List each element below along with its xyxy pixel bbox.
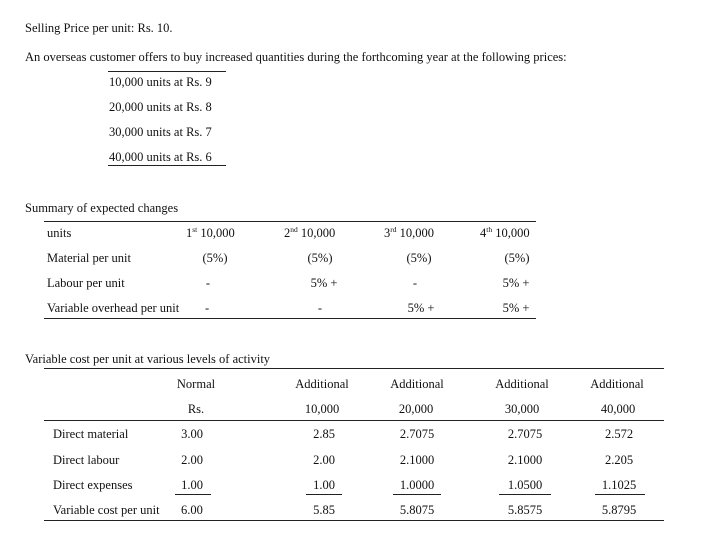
variable-cost-total-label: Variable cost per unit: [53, 503, 160, 517]
offer-price-item: 30,000 units at Rs. 7: [109, 125, 212, 139]
variable-cost-unit-header: Rs.: [187, 402, 205, 416]
summary-cell: 5% +: [502, 301, 530, 315]
summary-cell: -: [205, 276, 211, 290]
variable-cost-bottom-rule: [44, 520, 664, 521]
summary-column-header: 1st 10,000: [186, 225, 235, 240]
subtotal-rule: [306, 494, 342, 495]
summary-cell: -: [412, 276, 418, 290]
variable-cost-header-rule: [44, 420, 664, 421]
variable-cost-cell: 2.1000: [399, 453, 435, 467]
offer-bottom-rule: [108, 165, 226, 166]
summary-column-header: 3rd 10,000: [384, 225, 434, 240]
variable-cost-row-label: Direct material: [53, 427, 129, 441]
summary-row-label: Labour per unit: [47, 276, 125, 290]
offer-price-item: 10,000 units at Rs. 9: [109, 75, 212, 89]
variable-cost-top-rule: [44, 368, 664, 369]
variable-cost-row-label: Direct labour: [53, 453, 120, 467]
variable-cost-total-cell: 5.8075: [399, 503, 435, 517]
summary-row-label: Material per unit: [47, 251, 131, 265]
variable-cost-cell: 1.00: [313, 478, 335, 492]
variable-cost-cell: 2.85: [313, 427, 335, 441]
summary-row-label: Variable overhead per unit: [47, 301, 180, 315]
variable-cost-column-header: Additional: [295, 377, 349, 391]
summary-cell: (5%): [307, 251, 333, 265]
variable-cost-unit-header: 40,000: [600, 402, 636, 416]
offer-price-item: 20,000 units at Rs. 8: [109, 100, 212, 114]
variable-cost-column-header: Additional: [590, 377, 644, 391]
variable-cost-cell: 2.7075: [507, 427, 543, 441]
summary-cell: 5% +: [310, 276, 338, 290]
variable-cost-total-cell: 6.00: [181, 503, 203, 517]
summary-cell: -: [317, 301, 323, 315]
variable-cost-unit-header: 20,000: [398, 402, 434, 416]
variable-cost-cell: 3.00: [181, 427, 203, 441]
subtotal-rule: [393, 494, 441, 495]
variable-cost-unit-header: 10,000: [304, 402, 340, 416]
summary-cell: (5%): [406, 251, 432, 265]
summary-top-rule: [44, 221, 536, 222]
summary-cell: 5% +: [502, 276, 530, 290]
variable-cost-cell: 1.0500: [507, 478, 543, 492]
variable-cost-title: Variable cost per unit at various levels of activity: [25, 352, 271, 366]
selling-price-text: Selling Price per unit: Rs. 10.: [25, 21, 173, 35]
summary-column-header: 4th 10,000: [480, 225, 530, 240]
variable-cost-column-header: Normal: [176, 377, 216, 391]
variable-cost-total-cell: 5.8575: [507, 503, 543, 517]
variable-cost-total-cell: 5.8795: [601, 503, 637, 517]
subtotal-rule: [175, 494, 211, 495]
variable-cost-cell: 2.00: [313, 453, 335, 467]
summary-cell: 5% +: [407, 301, 435, 315]
summary-cell: (5%): [202, 251, 228, 265]
summary-cell: (5%): [504, 251, 530, 265]
offer-intro-text: An overseas customer offers to buy increased quantities during the forthcoming year at the following prices:: [25, 50, 567, 64]
variable-cost-cell: 2.7075: [399, 427, 435, 441]
variable-cost-cell: 1.00: [181, 478, 203, 492]
variable-cost-cell: 2.00: [181, 453, 203, 467]
variable-cost-cell: 1.1025: [601, 478, 637, 492]
variable-cost-cell: 2.205: [604, 453, 634, 467]
variable-cost-row-label: Direct expenses: [53, 478, 133, 492]
offer-price-item: 40,000 units at Rs. 6: [109, 150, 212, 164]
summary-cell: -: [205, 301, 210, 315]
subtotal-rule: [499, 494, 551, 495]
variable-cost-total-cell: 5.85: [313, 503, 335, 517]
summary-bottom-rule: [44, 318, 536, 319]
offer-top-rule: [108, 71, 226, 72]
variable-cost-cell: 2.1000: [507, 453, 543, 467]
summary-units-header: units: [47, 226, 72, 240]
variable-cost-cell: 1.0000: [399, 478, 435, 492]
variable-cost-cell: 2.572: [604, 427, 634, 441]
subtotal-rule: [595, 494, 645, 495]
summary-column-header: 2nd 10,000: [284, 225, 336, 240]
variable-cost-unit-header: 30,000: [504, 402, 540, 416]
variable-cost-column-header: Additional: [495, 377, 549, 391]
variable-cost-column-header: Additional: [390, 377, 444, 391]
summary-title: Summary of expected changes: [25, 201, 179, 215]
